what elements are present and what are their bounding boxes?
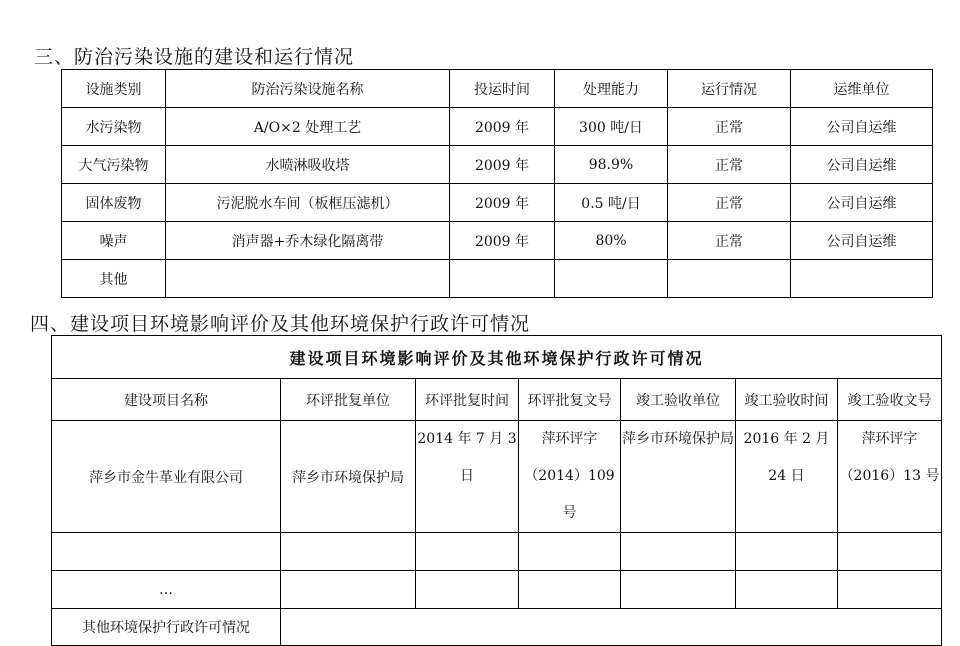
table-cell: A/O×2 处理工艺 — [166, 108, 450, 146]
table-cell: 其他 — [62, 260, 166, 298]
other-permits-value — [281, 609, 942, 646]
table-cell — [519, 571, 621, 609]
table-cell: 公司自运维 — [791, 146, 933, 184]
table-cell: 噪声 — [62, 222, 166, 260]
table-cell: 公司自运维 — [791, 222, 933, 260]
table-cell: 污泥脱水车间（板框压滤机） — [166, 184, 450, 222]
acceptance-number-cell: 萍环评字（2016）13 号 — [838, 421, 942, 533]
table-cell: 固体废物 — [62, 184, 166, 222]
table-cell — [281, 533, 416, 571]
table-row — [52, 609, 942, 646]
header-cell: 竣工验收文号 — [838, 379, 942, 421]
table-cell — [621, 533, 736, 571]
table-row — [52, 421, 942, 533]
approval-time-cell: 2014 年 7 月 3 日 — [416, 421, 519, 533]
header-cell: 投运时间 — [450, 70, 555, 108]
table-cell — [555, 260, 668, 298]
table-cell: 水喷淋吸收塔 — [166, 146, 450, 184]
table-cell: 水污染物 — [62, 108, 166, 146]
header-cell: 环评批复单位 — [281, 379, 416, 421]
table-cell — [281, 571, 416, 609]
table-row — [52, 571, 942, 609]
table-cell: 正常 — [668, 146, 791, 184]
project-name-cell: 萍乡市金牛革业有限公司 — [52, 421, 281, 533]
table-cell: 2009 年 — [450, 108, 555, 146]
header-cell: 运维单位 — [791, 70, 933, 108]
table-cell: 98.9% — [555, 146, 668, 184]
table-cell: 公司自运维 — [791, 108, 933, 146]
approval-unit-cell: 萍乡市环境保护局 — [281, 421, 416, 533]
table-cell — [838, 533, 942, 571]
ellipsis-cell: … — [52, 571, 281, 609]
table-row — [52, 533, 942, 571]
table-cell — [416, 533, 519, 571]
table-cell: 正常 — [668, 222, 791, 260]
table-cell — [791, 260, 933, 298]
table-cell: 大气污染物 — [62, 146, 166, 184]
table-cell — [519, 533, 621, 571]
approval-number-cell: 萍环评字（2014）109 号 — [519, 421, 621, 533]
header-cell: 防治污染设施名称 — [166, 70, 450, 108]
header-cell: 处理能力 — [555, 70, 668, 108]
table-cell — [416, 571, 519, 609]
table-cell: 80% — [555, 222, 668, 260]
table-cell: 2009 年 — [450, 146, 555, 184]
table-row — [62, 222, 933, 260]
acceptance-time-cell: 2016 年 2 月 24 日 — [736, 421, 838, 533]
eia-permits-table — [51, 335, 942, 646]
section-3-heading: 三、防治污染设施的建设和运行情况 — [34, 46, 355, 68]
header-cell: 竣工验收时间 — [736, 379, 838, 421]
header-cell: 竣工验收单位 — [621, 379, 736, 421]
table-cell: 公司自运维 — [791, 184, 933, 222]
header-cell: 环评批复文号 — [519, 379, 621, 421]
table-cell — [166, 260, 450, 298]
table-cell — [736, 533, 838, 571]
table-cell — [668, 260, 791, 298]
table-cell: 正常 — [668, 184, 791, 222]
table-row — [62, 260, 933, 298]
table-header-row — [62, 70, 933, 108]
table-cell: 2009 年 — [450, 184, 555, 222]
header-cell: 环评批复时间 — [416, 379, 519, 421]
table-row — [62, 184, 933, 222]
section-4-heading: 四、建设项目环境影响评价及其他环境保护行政许可情况 — [30, 313, 531, 335]
table-cell: 0.5 吨/日 — [555, 184, 668, 222]
table-cell: 300 吨/日 — [555, 108, 668, 146]
header-cell: 建设项目名称 — [52, 379, 281, 421]
table-cell: 消声器+乔木绿化隔离带 — [166, 222, 450, 260]
table-cell — [52, 533, 281, 571]
table-header-row — [52, 379, 942, 421]
header-cell: 设施类别 — [62, 70, 166, 108]
table-row — [62, 108, 933, 146]
table-cell — [838, 571, 942, 609]
table-cell — [736, 571, 838, 609]
table-cell: 2009 年 — [450, 222, 555, 260]
header-cell: 运行情况 — [668, 70, 791, 108]
table-cell — [450, 260, 555, 298]
acceptance-unit-cell: 萍乡市环境保护局 — [621, 421, 736, 533]
table-title: 建设项目环境影响评价及其他环境保护行政许可情况 — [52, 336, 942, 379]
table-cell: 正常 — [668, 108, 791, 146]
other-permits-label: 其他环境保护行政许可情况 — [52, 609, 281, 646]
table-row — [62, 146, 933, 184]
pollution-facilities-table — [61, 69, 933, 298]
table-cell — [621, 571, 736, 609]
